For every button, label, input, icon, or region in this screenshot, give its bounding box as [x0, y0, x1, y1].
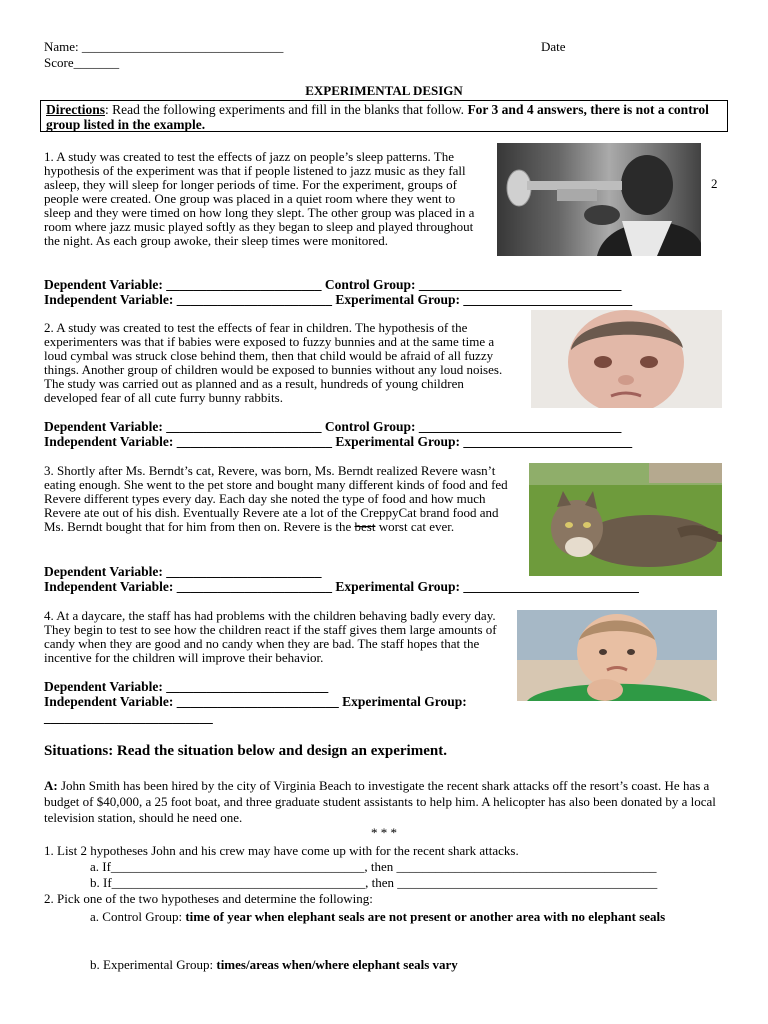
score-line: Score_______ — [44, 55, 120, 70]
experiment-3-line-1: Dependent Variable: _______________________ — [44, 564, 322, 579]
experimental-group-answer: times/areas when/where elephant seals vary — [216, 957, 458, 972]
experiment-2-text: 2. A study was created to test the effects of fear in children. The hypothesis of the experimenters was that if babies were exposed to fuzzy bunnies and at the same time a loud cymbal was struck close behind them, then that child would be afraid of all fuzzy things. Another group of children would be exposed to bunnies without any loud noises. The study was carried out as planned and as a result, hundreds of young children developed fear of all cute furry bunny rabbits. — [44, 320, 503, 405]
experiment-1-line-1: Dependent Variable: _______________________ Control Group: ______________________________ — [44, 277, 622, 292]
section-stars: * * * — [371, 825, 397, 840]
crying-baby-photo — [531, 310, 722, 408]
experiment-2-line-2: Independent Variable: _______________________ Experimental Group: _________________________ — [44, 434, 633, 449]
trumpet-player-photo — [497, 143, 701, 256]
experiment-2-line-1: Dependent Variable: _______________________ Control Group: ______________________________ — [44, 419, 622, 434]
question-1: 1. List 2 hypotheses John and his crew may have come up with for the recent shark attacks. — [44, 843, 519, 858]
cat-photo — [529, 463, 722, 576]
question-1b: b. If_______________________________________, then ________________________________________ — [90, 875, 658, 890]
date-label: Date — [541, 39, 566, 54]
experiment-3-text: 3. Shortly after Ms. Berndt’s cat, Revere, was born, Ms. Berndt realized Revere wasn’t eating enough. She went to the pet store and bought many different kinds of food and fed Revere different types every day. Each day she noted the type of food and how much Revere ate out of his dish. Eventually Revere ate a lot of the CreppyCat brand food and Ms. Berndt bought that for him from then on. Revere is the best worst cat ever. — [44, 463, 508, 534]
question-1a: a. If_______________________________________, then ________________________________________ — [90, 859, 657, 874]
experiment-1-line-2: Independent Variable: _______________________ Experimental Group: _________________________ — [44, 292, 633, 307]
experiment-4-line-1: Dependent Variable: ________________________ — [44, 679, 329, 694]
directions-text: : Read the following experiments and fill in the blanks that follow. — [105, 102, 468, 117]
directions-label: Directions — [46, 102, 105, 117]
question-2b: b. Experimental Group: times/areas when/where elephant seals vary — [90, 957, 458, 972]
question-2: 2. Pick one of the two hypotheses and determine the following: — [44, 891, 373, 906]
experiment-4-line-2: Independent Variable: ________________________ Experimental Group: — [44, 694, 467, 709]
page-title: EXPERIMENTAL DESIGN — [305, 83, 463, 98]
control-group-answer: time of year when elephant seals are not present or another area with no elephant seals — [185, 909, 666, 924]
experiment-4-text: 4. At a daycare, the staff has had problems with the children behaving badly every day. They begin to test to see how the children react if the staff gives them large amounts of candy when they are good and no candy when they are bad. The staff hopes that the incentive for the children will improve their behavior. — [44, 608, 497, 665]
experiment-3-line-2: Independent Variable: _______________________ Experimental Group: __________________________ — [44, 579, 639, 594]
question-2a: a. Control Group: time of year when elephant seals are not present or another area with no elephant seals — [90, 909, 666, 924]
directions-box — [40, 100, 728, 132]
page-marker: 2 — [711, 176, 718, 191]
experiment-1-text: 1. A study was created to test the effects of jazz on people’s sleep patterns. The hypothesis of the experiment was that if people listened to jazz music as they fall asleep, they will sleep for longer periods of time. For the experiment, groups of people were created. One group was placed in a quiet room where they went to sleep and they were timed on how long they slept. The other group was placed in a room where jazz music played softly as they began to sleep and played throughout the night. As each group awoke, their sleep times were monitored. — [44, 149, 475, 248]
situation-a-text: A: John Smith has been hired by the city of Virginia Beach to investigate the recent shark attacks off the resort’s coast. He has a budget of $40,000, a 25 foot boat, and three graduate student assistants to help him. A helicopter has also been donated by a local television station, should he need one. — [44, 778, 716, 825]
name-line: Name: _______________________________ — [44, 39, 284, 54]
struck-word: best — [354, 519, 376, 534]
directions-bold: For 3 and 4 answers, there is not a control group listed in the example. — [46, 102, 709, 132]
experiment-4-line-3: _________________________ — [44, 710, 213, 725]
toddler-fist-photo — [517, 610, 717, 701]
situations-heading: Situations: Read the situation below and design an experiment. — [44, 743, 447, 759]
